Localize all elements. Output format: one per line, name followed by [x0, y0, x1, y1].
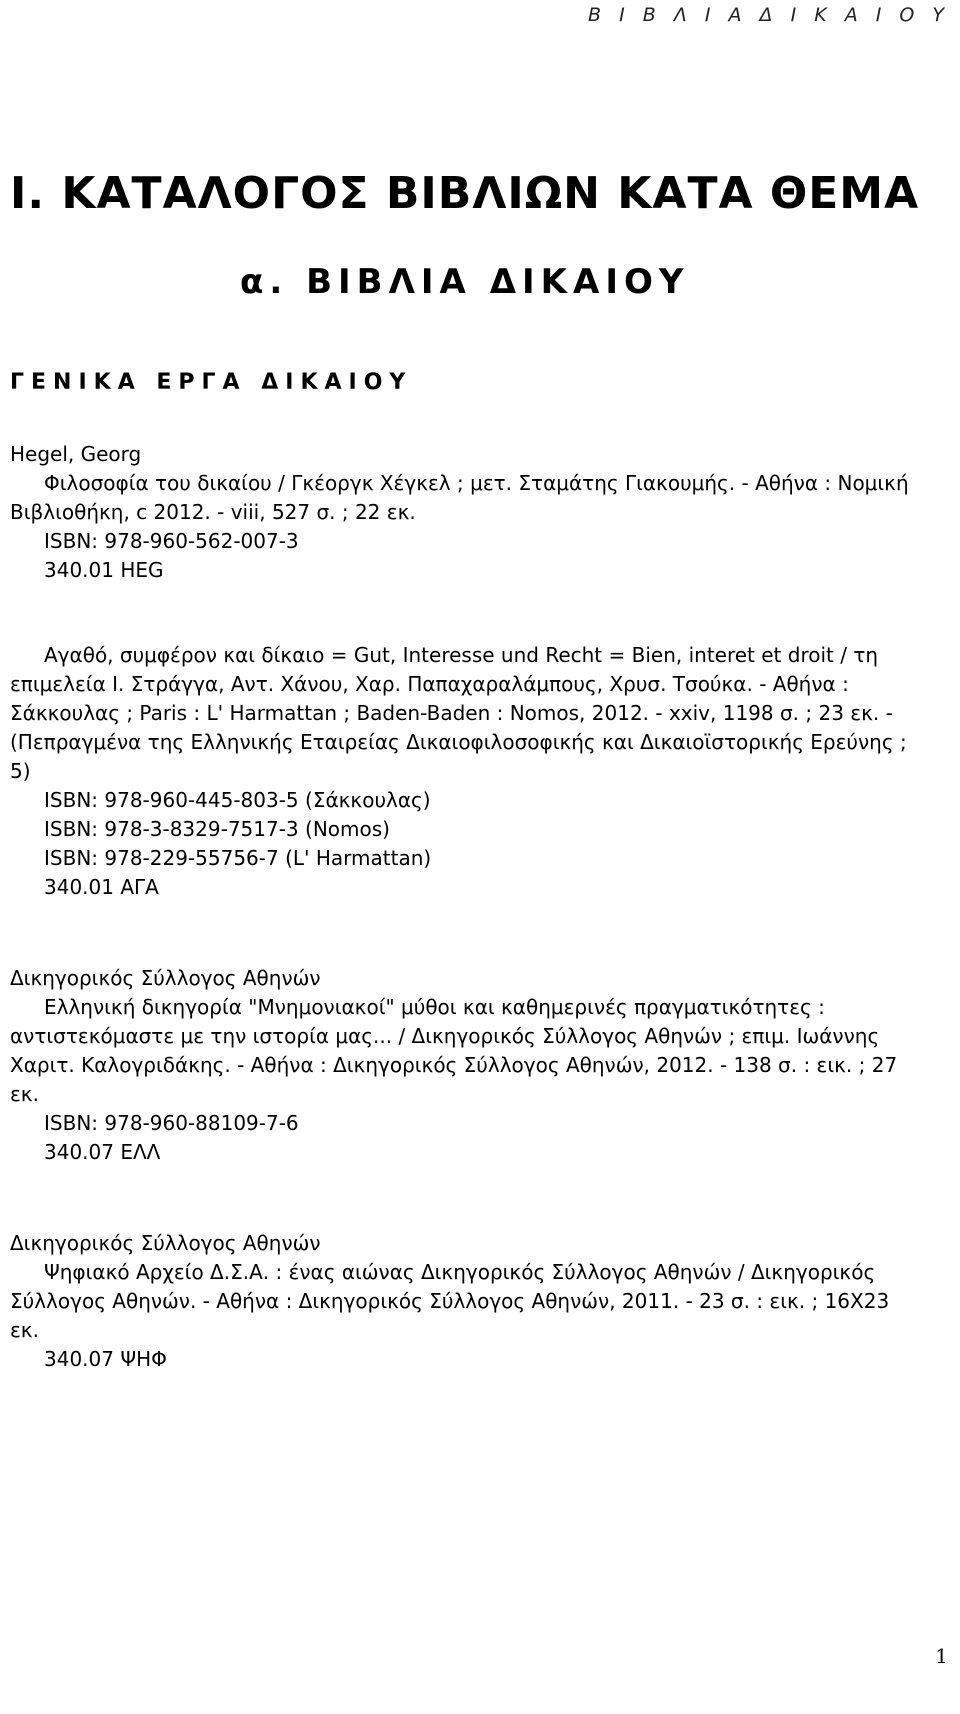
entry-classification: 340.07 ΕΛΛ: [44, 1140, 161, 1164]
running-header: Β Ι Β Λ Ι Α Δ Ι Κ Α Ι Ο Υ: [588, 4, 950, 26]
catalog-entries: [10, 440, 910, 1374]
catalog-entry-hegel: [10, 440, 910, 585]
entry-author: Hegel, Georg: [10, 442, 142, 466]
entry-isbn: ISBN: 978-960-88109-7-6: [44, 1111, 299, 1135]
entry-author: Δικηγορικός Σύλλογος Αθηνών: [10, 966, 321, 990]
entry-isbn: ISBN: 978-960-562-007-3: [44, 529, 299, 553]
entry-classification: 340.01 HEG: [44, 558, 164, 582]
entry-author: Δικηγορικός Σύλλογος Αθηνών: [10, 1231, 321, 1255]
entry-isbn: ISBN: 978-229-55756-7 (L' Harmattan): [44, 846, 432, 870]
section-title: ΓΕΝΙΚΑ ΕΡΓΑ ΔΙΚΑΙΟΥ: [10, 370, 413, 395]
entry-description: Ψηφιακό Αρχείο Δ.Σ.Α. : ένας αιώνας Δικηγορικός Σύλλογος Αθηνών / Δικηγορικός Σύλλογος Αθηνών. - Αθήνα : Δικηγορικός Σύλλογος Αθηνών, 2011. - 23 σ. : εικ. ; 16X23 εκ.: [10, 1260, 890, 1342]
entry-isbn: ISBN: 978-960-445-803-5 (Σάκκουλας): [44, 788, 431, 812]
entry-classification: 340.07 ΨΗΦ: [44, 1347, 167, 1371]
catalog-entry-agatho: [10, 641, 910, 902]
sub-title: α. ΒΙΒΛΙΑ ΔΙΚΑΙΟΥ: [240, 262, 690, 302]
entry-description: Ελληνική δικηγορία "Μνημονιακοί" μύθοι και καθημερινές πραγματικότητες : αντιστεκόμαστε με την ιστορία μας... / Δικηγορικός Σύλλογος Αθηνών ; επιμ. Ιωάννης Χαριτ. Καλογριδάκης. - Αθήνα : Δικηγορικός Σύλλογος Αθηνών, 2012. - 138 σ. : εικ. ; 27 εκ.: [10, 995, 898, 1106]
catalog-entry-dsa-archive: [10, 1229, 910, 1374]
entry-description: Φιλοσοφία του δικαίου / Γκέοργκ Χέγκελ ; μετ. Σταμάτης Γιακουμής. - Αθήνα : Νομική Βιβλιοθήκη, c 2012. - viii, 527 σ. ; 22 εκ.: [10, 471, 909, 524]
entry-description: Αγαθό, συμφέρον και δίκαιο = Gut, Interesse und Recht = Bien, interet et droit / τη επιμελεία Ι. Στράγγα, Αντ. Χάνου, Χαρ. Παπαχαραλάμπους, Χρυσ. Τσούκα. - Αθήνα : Σάκκουλας ; Paris : L' Harmattan ; Baden-Baden : Nomos, 2012. - xxiv, 1198 σ. ; 23 εκ. - (Πεπραγμένα της Ελληνικής Εταιρείας Δικαιοφιλοσοφικής και Δικαιοϊστορικής Ερεύνης ; 5): [10, 643, 907, 783]
main-title: Ι. ΚΑΤΑΛΟΓΟΣ ΒΙΒΛΙΩΝ ΚΑΤΑ ΘΕΜΑ: [10, 168, 920, 219]
catalog-entry-dsa-dikigoria: [10, 964, 910, 1167]
entry-classification: 340.01 ΑΓΑ: [44, 875, 159, 899]
entry-isbn: ISBN: 978-3-8329-7517-3 (Nomos): [44, 817, 390, 841]
page-number: 1: [935, 1644, 948, 1668]
